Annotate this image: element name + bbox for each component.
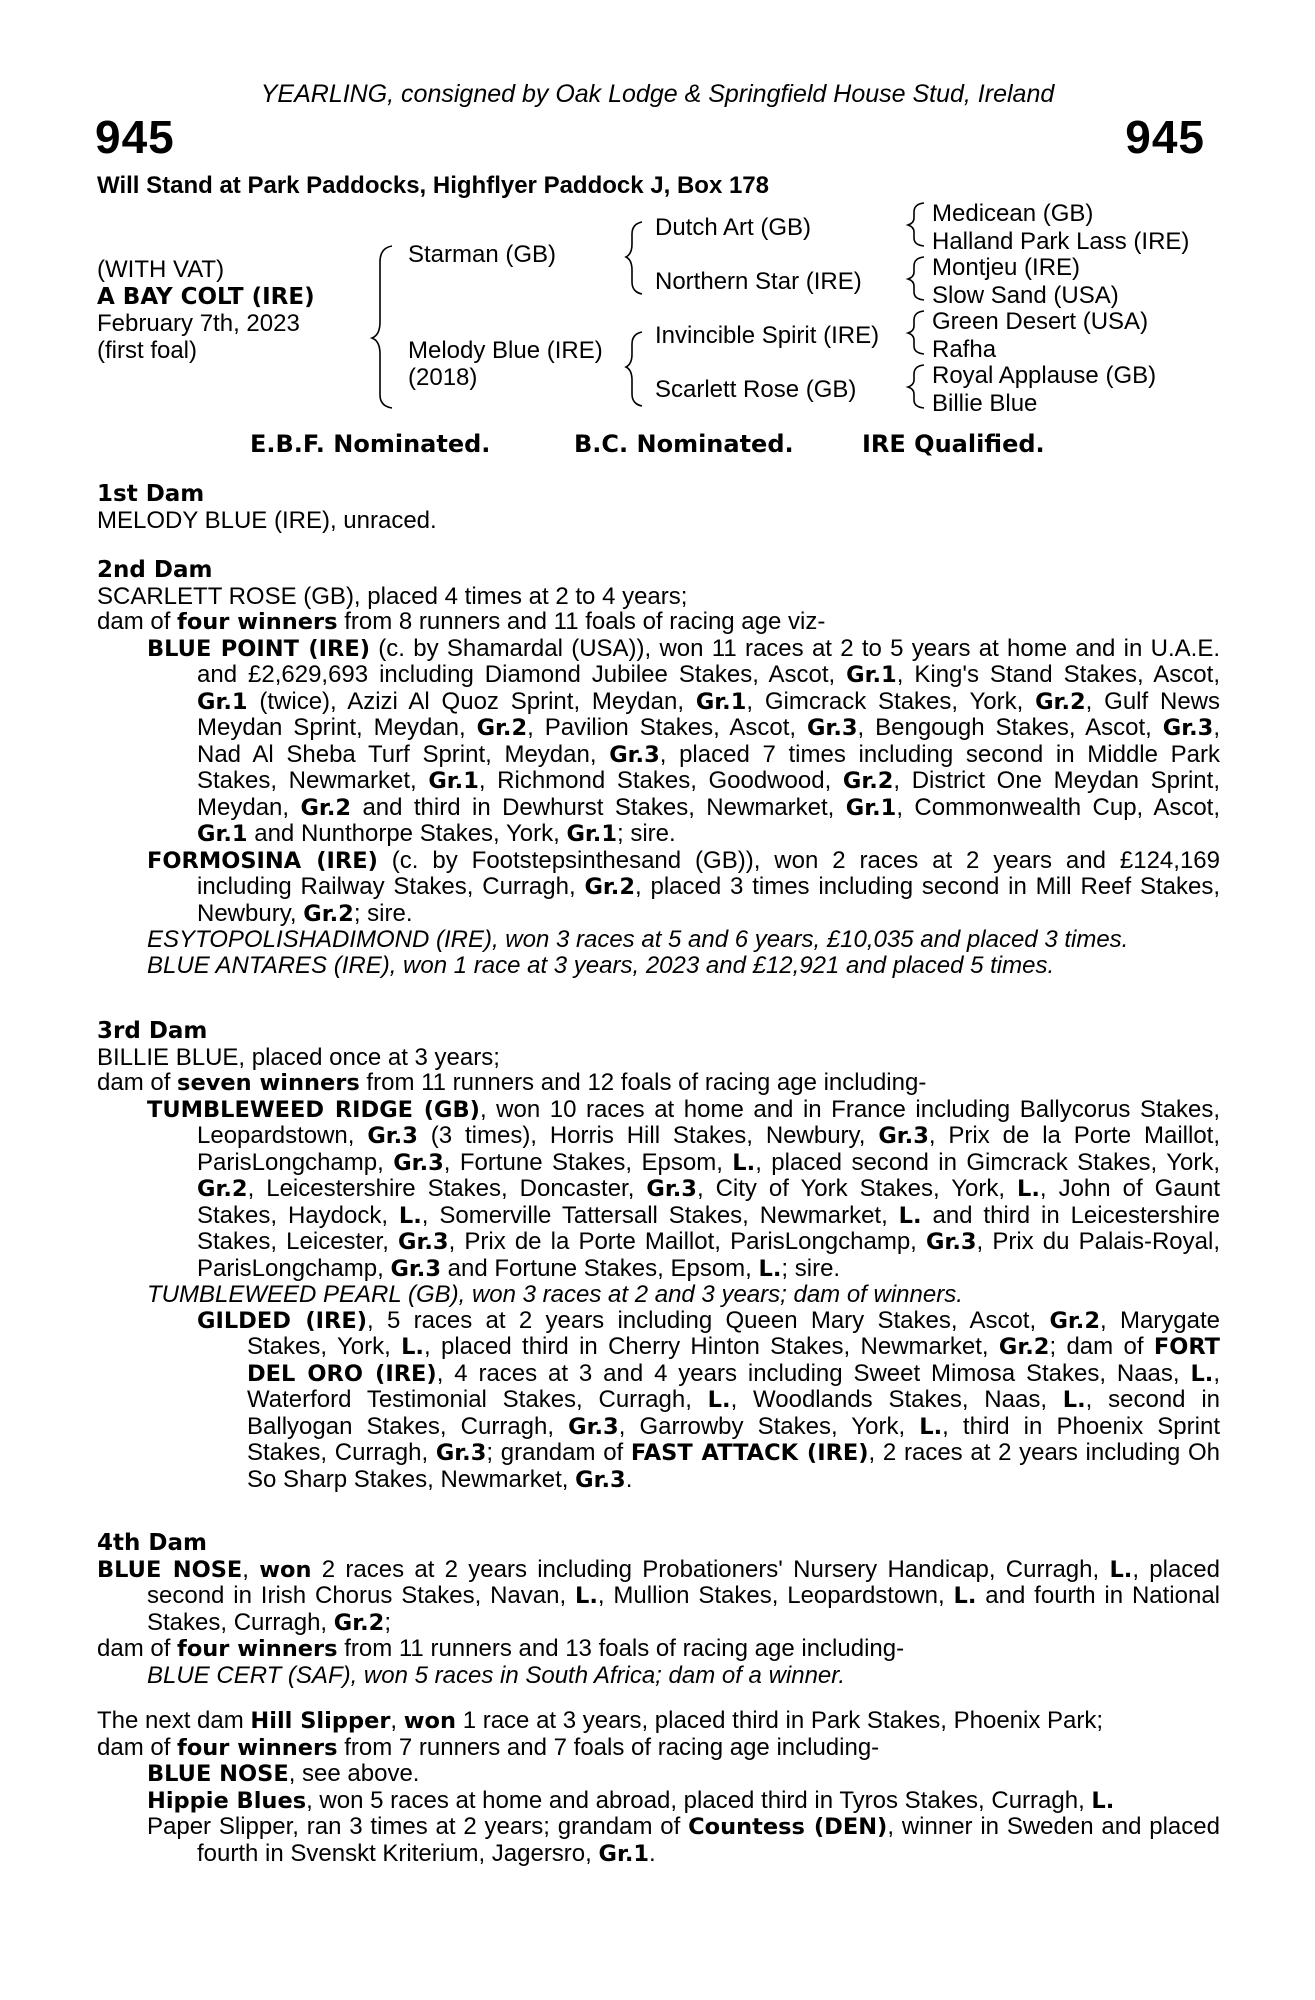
nomination-bc: B.C. Nominated. [574, 430, 794, 458]
first-dam-section [97, 482, 1220, 533]
second-dam-line2: dam of four winners from 8 runners and 11 foals of racing age viz- [97, 608, 826, 635]
fourth-dam-text: BLUE NOSE, won 2 races at 2 years including Probationers' Nursery Handicap, Curragh, L., placed second in Irish Chorus Stakes, Navan, L., Mullion Stakes, Leopardstown, L. and fourth in National Stakes, Curragh, Gr.2; [97, 1555, 1221, 1636]
dam-year: (2018) [408, 364, 478, 391]
stand-location: Will Stand at Park Paddocks, Highflyer Paddock J, Box 178 [97, 172, 769, 199]
entry-tumbleweed-ridge: TUMBLEWEED RIDGE (GB), won 10 races at home and in France including Ballycorus Stakes, Leopardstown, Gr.3 (3 times), Horris Hill Stakes, Newbury, Gr.3, Prix de la Porte Maillot, ParisLongchamp, Gr.3, Fortune Stakes, Epsom, L., placed second in Gimcrack Stakes, York, Gr.2, Leicestershire Stakes, Doncaster, Gr.3, City of York Stakes, York, L., John of Gaunt Stakes, Haydock, L., Somerville Tattersall Stakes, Newmarket, L. and third in Leicestershire Stakes, Leicester, Gr.3, Prix de la Porte Maillot, ParisLongchamp, Gr.3, Prix du Palais-Royal, ParisLongchamp, Gr.3 and Fortune Stakes, Epsom, L.; sire. [147, 1095, 1221, 1282]
lot-number-left: 945 [95, 111, 175, 163]
dam-sire: Invincible Spirit (IRE) [655, 322, 880, 349]
entry-formosina: FORMOSINA (IRE) (c. by Footstepsinthesand (GB)), won 2 races at 2 years and £124,169 including Railway Stakes, Curragh, Gr.2, placed 3 times including second in Mill Reef Stakes, Newbury, Gr.2; sire. [147, 846, 1220, 927]
date-of-birth: February 7th, 2023 [97, 310, 300, 337]
ggp-5: Green Desert (USA) [932, 308, 1149, 335]
lot-number-right: 945 [1125, 111, 1205, 163]
vat-note: (WITH VAT) [97, 256, 225, 283]
entry-blue-point: BLUE POINT (IRE) (c. by Shamardal (USA)), won 11 races at 2 to 5 years at home and in U.A.E. and £2,629,693 including Diamond Jubilee Stakes, Ascot, Gr.1, King's Stand Stakes, Ascot, Gr.1 (twice), Azizi Al Quoz Sprint, Meydan, Gr.1, Gimcrack Stakes, York, Gr.2, Gulf News Meydan Sprint, Meydan, Gr.2, Pavilion Stakes, Ascot, Gr.3, Bengough Stakes, Ascot, Gr.3, Nad Al Sheba Turf Sprint, Meydan, Gr.3, placed 7 times including second in Middle Park Stakes, Newmarket, Gr.1, Richmond Stakes, Goodwood, Gr.2, District One Meydan Sprint, Meydan, Gr.2 and third in Dewhurst Stakes, Newmarket, Gr.1, Commonwealth Cup, Ascot, Gr.1 and Nunthorpe Stakes, York, Gr.1; sire. [147, 634, 1221, 847]
fourth-dam-section [97, 1531, 1220, 1688]
entry-paper-slipper: Paper Slipper, ran 3 times at 2 years; grandam of Countess (DEN), winner in Sweden and placed fourth in Svenskt Kriterium, Jagersro, Gr.1. [147, 1813, 1220, 1867]
foal-note: (first foal) [97, 337, 198, 364]
entry-esytopolishadimond: ESYTOPOLISHADIMOND (IRE), won 3 races at 5 and 6 years, £10,035 and placed 3 times. [147, 926, 1129, 953]
consignment-line: YEARLING, consigned by Oak Lodge & Springfield House Stud, Ireland [260, 80, 1055, 108]
entry-tumbleweed-pearl: TUMBLEWEED PEARL (GB), won 3 races at 2 and 3 years; dam of winners. [147, 1281, 963, 1308]
nomination-ire: IRE Qualified. [862, 430, 1045, 458]
ggp-1: Medicean (GB) [932, 200, 1094, 227]
entry-blue-antares: BLUE ANTARES (IRE), won 1 race at 3 years, 2023 and £12,921 and placed 5 times. [147, 951, 1055, 979]
ggp-7: Royal Applause (GB) [932, 362, 1157, 389]
nomination-ebf: E.B.F. Nominated. [250, 430, 491, 458]
ggp-4: Slow Sand (USA) [932, 282, 1119, 309]
third-dam-section [97, 1019, 1220, 1493]
fourth-dam-produce: dam of four winners from 11 runners and 13 foals of racing age including- [97, 1635, 905, 1662]
first-dam-text: MELODY BLUE (IRE), unraced. [97, 506, 437, 534]
second-dam-section [97, 558, 1220, 978]
entry-blue-cert: BLUE CERT (SAF), won 5 races in South Africa; dam of a winner. [147, 1661, 846, 1689]
third-dam-line1: BILLIE BLUE, placed once at 3 years; [97, 1043, 500, 1071]
ggp-8: Billie Blue [932, 390, 1038, 417]
sire-dam: Northern Star (IRE) [655, 268, 862, 295]
dam: Melody Blue (IRE) [408, 337, 603, 364]
ggp-2: Halland Park Lass (IRE) [932, 228, 1190, 255]
first-dam-title: 1st Dam [97, 481, 205, 507]
third-dam-line2: dam of seven winners from 11 runners and 12 foals of racing age including- [97, 1069, 927, 1096]
second-dam-line1: SCARLETT ROSE (GB), placed 4 times at 2 to 4 years; [97, 582, 688, 610]
entry-hippie-blues: Hippie Blues, won 5 races at home and abroad, placed third in Tyros Stakes, Curragh, L. [147, 1786, 1115, 1814]
next-dam-text: The next dam Hill Slipper, won 1 race at 3 years, placed third in Park Stakes, Phoenix Park; [97, 1707, 1104, 1734]
pedigree-braces [0, 0, 1315, 420]
dam-dam: Scarlett Rose (GB) [655, 376, 857, 403]
sire-sire: Dutch Art (GB) [655, 214, 812, 241]
second-dam-title: 2nd Dam [97, 557, 213, 583]
next-dam-produce: dam of four winners from 7 runners and 7 foals of racing age including- [97, 1733, 880, 1761]
third-dam-title: 3rd Dam [97, 1018, 208, 1044]
next-dam-section [97, 1708, 1220, 1867]
ggp-3: Montjeu (IRE) [932, 254, 1081, 281]
fourth-dam-title: 4th Dam [97, 1530, 207, 1556]
horse-name: A BAY COLT (IRE) [97, 284, 315, 310]
sire: Starman (GB) [408, 241, 557, 268]
entry-blue-nose: BLUE NOSE, see above. [147, 1760, 420, 1787]
entry-gilded: GILDED (IRE), 5 races at 2 years including Queen Mary Stakes, Ascot, Gr.2, Marygate Stakes, York, L., placed third in Cherry Hinton Stakes, Newmarket, Gr.2; dam of FORT DEL ORO (IRE), 4 races at 3 and 4 years including Sweet Mimosa Stakes, Naas, L., Waterford Testimonial Stakes, Curragh, L., Woodlands Stakes, Naas, L., second in Ballyogan Stakes, Curragh, Gr.3, Garrowby Stakes, York, L., third in Phoenix Sprint Stakes, Curragh, Gr.3; grandam of FAST ATTACK (IRE), 2 races at 2 years including Oh So Sharp Stakes, Newmarket, Gr.3. [197, 1306, 1221, 1493]
ggp-6: Rafha [932, 336, 997, 363]
